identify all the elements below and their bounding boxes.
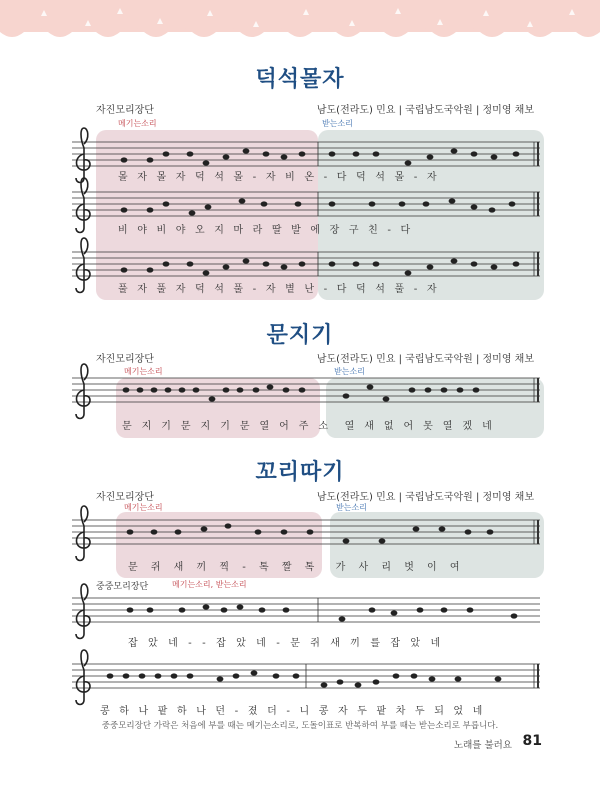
song-title-munjigi: 문지기 (266, 323, 334, 348)
jangdan-label: 자진모리장단 (96, 492, 154, 503)
song-source: 남도(전라도) 민요 | 국립남도국악원 | 정미영 채보 (316, 492, 534, 503)
meki-label: 메기는소리 (124, 503, 163, 512)
song-source: 남도(전라도) 민요 | 국립남도국악원 | 정미영 채보 (316, 354, 534, 365)
song-title-deokseok: 덕석몰자 (255, 67, 345, 92)
lyrics-line: 풀 자 풀 자 덕 석 풀 - 자 볕 난 - 다 덕 석 풀 - 자 (118, 284, 440, 295)
footer-section-label: 노래를 불러요 (453, 740, 512, 751)
page-number: 81 (522, 733, 542, 749)
batneun-label: 받는소리 (336, 503, 367, 512)
jangdan-label: 자진모리장단 (96, 105, 154, 116)
jangdan-label: 자진모리장단 (96, 354, 154, 365)
batneun-label: 받는소리 (334, 367, 365, 376)
song-title-kkoritagi: 꼬리따기 (255, 460, 345, 485)
lyrics-line: 잡 았 네 - - 잡 았 네 - 문 쥐 새 끼 를 잡 았 네 (128, 638, 444, 649)
batneun-label: 받는소리 (322, 119, 353, 128)
footnote: 중중모리장단 가락은 처음에 부를 때는 메기는소리로, 도돌이표로 반복하여 부를 때는 받는소리로 부릅니다. (101, 721, 499, 731)
jangdan-label: 중중모리장단 (96, 582, 149, 592)
meki-label: 메기는소리 (124, 367, 163, 376)
meki-batneun-label: 메기는소리, 받는소리 (172, 580, 247, 589)
lyrics-line: 몰 자 몰 자 덕 석 몰 - 자 비 온 - 다 덕 석 몰 - 자 (118, 172, 440, 183)
lyrics-line: 비 야 비 야 오 지 마 라 딸 발 에 장 구 친 - 다 (118, 225, 414, 236)
lyrics-line: 콩 하 나 팥 하 나 던 - 졌 더 - 니 콩 자 두 팥 차 두 되 었 네 (100, 706, 486, 717)
lyrics-line: 문 쥐 새 끼 찍 - 톡 짤 톡 가 사 리 벗 이 여 (128, 562, 465, 573)
meki-label: 메기는소리 (118, 119, 157, 128)
lyrics-line: 문 지 기 문 지 기 문 열 어 주 소 열 새 없 어 못 열 겠 네 (122, 421, 496, 432)
song-source: 남도(전라도) 민요 | 국립남도국악원 | 정미영 채보 (316, 105, 534, 116)
